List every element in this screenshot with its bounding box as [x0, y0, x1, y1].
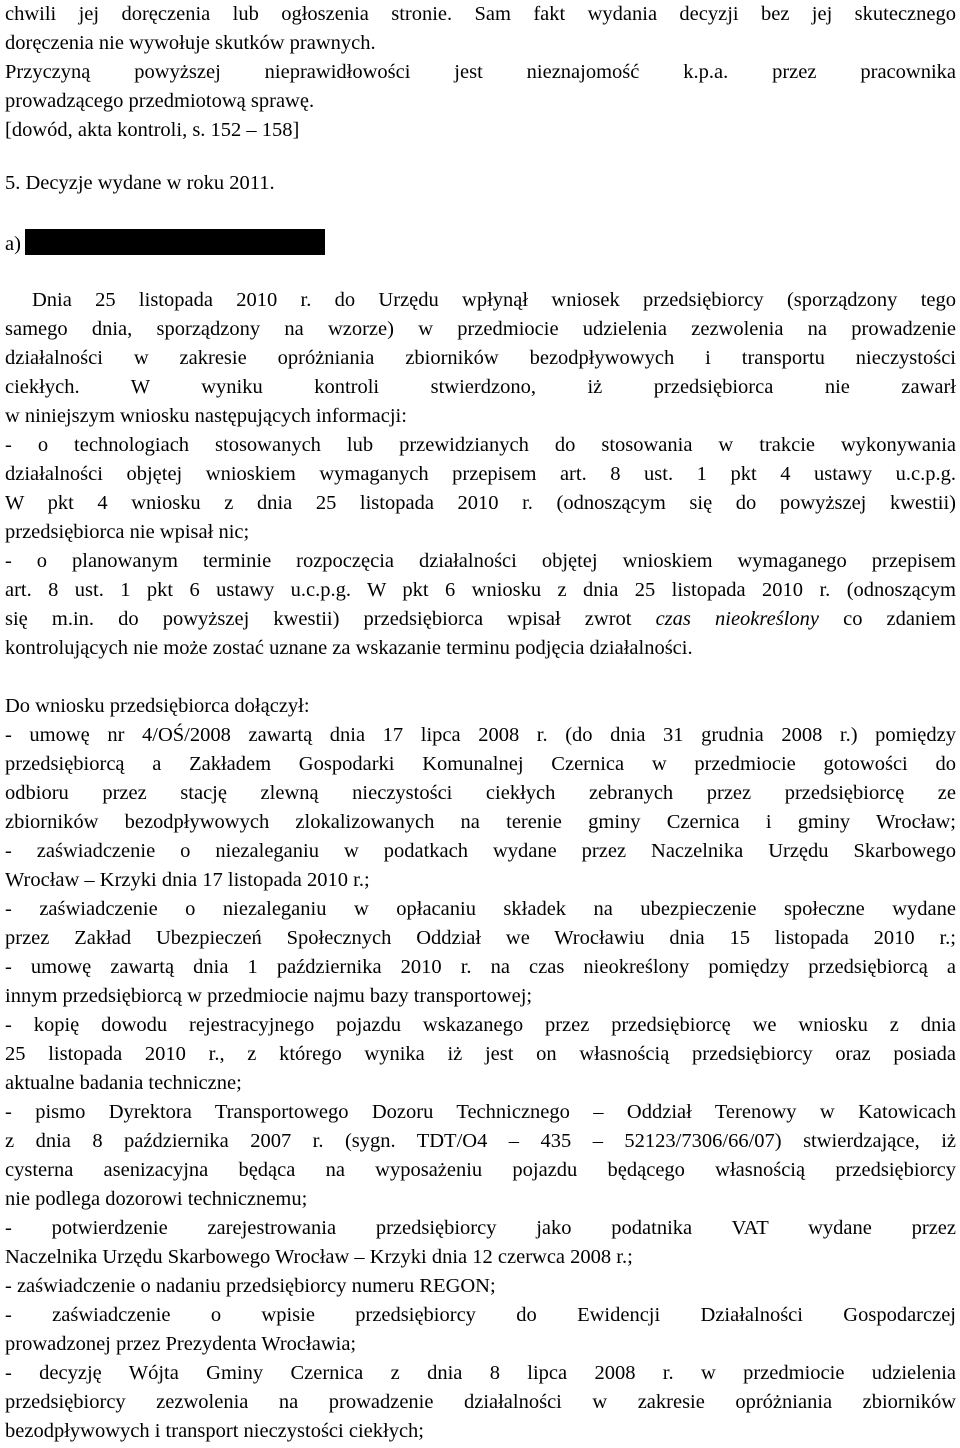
text-line: samego dnia, sporządzony na wzorze) w przedmiocie udzielenia zezwolenia na prowadzenie — [5, 318, 956, 340]
subsection-marker: a) — [5, 233, 21, 255]
text-line: przedsiębiorcą a Zakładem Gospodarki Komunalnej Czernica w przedmiocie gotowości do — [5, 753, 956, 775]
subsection-label — [5, 229, 325, 258]
text-line: - umowę zawartą dnia 1 października 2010 r. na czas nieokreślony pomiędzy przedsiębiorcą a — [5, 956, 956, 978]
text-line: innym przedsiębiorcą w przedmiocie najmu bazy transportowej; — [5, 985, 533, 1007]
text-line: z dnia 8 października 2007 r. (sygn. TDT/O4 – 435 – 52123/7306/66/07) stwierdzające, iż — [5, 1130, 956, 1152]
text-line: przedsiębiorcy zezwolenia na prowadzenie działalności w zakresie opróżniania zbiorników — [5, 1391, 956, 1413]
text-line: - zaświadczenie o niezaleganiu w podatkach wydane przez Naczelnika Urzędu Skarbowego — [5, 840, 956, 862]
text-line: w niniejszym wniosku następujących informacji: — [5, 405, 407, 427]
text-line: przez Zakład Ubezpieczeń Społecznych Oddział we Wrocławiu dnia 15 listopada 2010 r.; — [5, 927, 956, 949]
text-line: - potwierdzenie zarejestrowania przedsiębiorcy jako podatnika VAT wydane przez — [5, 1217, 956, 1239]
redaction-bar — [25, 229, 325, 255]
text-line: działalności w zakresie opróżniania zbiorników bezodpływowych i transportu nieczystości — [5, 347, 956, 369]
text-line: - umowę nr 4/OŚ/2008 zawartą dnia 17 lipca 2008 r. (do dnia 31 grudnia 2008 r.) pomiędzy — [5, 724, 956, 746]
italic-phrase: czas nieokreślony — [655, 608, 819, 630]
text-segment: co zdaniem — [818, 608, 956, 630]
text-line: odbioru przez stację zlewną nieczystości ciekłych zebranych przez przedsiębiorcę ze — [5, 782, 956, 804]
text-line: - zaświadczenie o niezaleganiu w opłacaniu składek na ubezpieczenie społeczne wydane — [5, 898, 956, 920]
text-line: przedsiębiorca nie wpisał nic; — [5, 521, 250, 543]
text-line: art. 8 ust. 1 pkt 6 ustawy u.c.p.g. W pkt 6 wniosku z dnia 25 listopada 2010 r. (odnoszącym — [5, 579, 956, 601]
text-line: nie podlega dozorowi technicznemu; — [5, 1188, 308, 1210]
text-segment: się m.in. do powyższej kwestii) przedsiębiorca wpisał zwrot — [5, 608, 656, 630]
text-line: Wrocław – Krzyki dnia 17 listopada 2010 r.; — [5, 869, 370, 891]
text-line: - o planowanym terminie rozpoczęcia działalności objętej wnioskiem wymaganego przepisem — [5, 550, 956, 572]
text-line: W pkt 4 wniosku z dnia 25 listopada 2010 r. (odnoszącym się do powyższej kwestii) — [5, 492, 956, 514]
text-line: - decyzję Wójta Gminy Czernica z dnia 8 lipca 2008 r. w przedmiocie udzielenia — [5, 1362, 956, 1384]
evidence-reference: [dowód, akta kontroli, s. 152 – 158] — [5, 119, 300, 141]
text-line: bezodpływowych i transport nieczystości ciekłych; — [5, 1420, 424, 1442]
text-line: ciekłych. W wyniku kontroli stwierdzono, iż przedsiębiorca nie zawarł — [5, 376, 956, 398]
text-line: - kopię dowodu rejestracyjnego pojazdu wskazanego przez przedsiębiorcę we wniosku z dnia — [5, 1014, 956, 1036]
attachments-heading: Do wniosku przedsiębiorca dołączył: — [5, 695, 310, 717]
text-line: - zaświadczenie o wpisie przedsiębiorcy do Ewidencji Działalności Gospodarczej — [5, 1304, 956, 1326]
text-line: prowadzonej przez Prezydenta Wrocławia; — [5, 1333, 357, 1355]
text-line: Przyczyną powyższej nieprawidłowości jest nieznajomość k.p.a. przez pracownika — [5, 61, 956, 83]
text-line: chwili jej doręczenia lub ogłoszenia stronie. Sam fakt wydania decyzji bez jej skutecznego — [5, 3, 956, 25]
text-line: - o technologiach stosowanych lub przewidzianych do stosowania w trakcie wykonywania — [5, 434, 956, 456]
text-line: doręczenia nie wywołuje skutków prawnych. — [5, 32, 376, 54]
text-line: kontrolujących nie może zostać uznane za wskazanie terminu podjęcia działalności. — [5, 637, 693, 659]
text-line: prowadzącego przedmiotową sprawę. — [5, 90, 315, 112]
text-line: Naczelnika Urzędu Skarbowego Wrocław – Krzyki dnia 12 czerwca 2008 r.; — [5, 1246, 633, 1268]
text-line: działalności objętej wnioskiem wymaganych przepisem art. 8 ust. 1 pkt 4 ustawy u.c.p.g. — [5, 463, 956, 485]
section-heading: 5. Decyzje wydane w roku 2011. — [5, 172, 275, 194]
text-line: Dnia 25 listopada 2010 r. do Urzędu wpłynął wniosek przedsiębiorcy (sporządzony tego — [32, 289, 956, 311]
text-line: - zaświadczenie o nadaniu przedsiębiorcy numeru REGON; — [5, 1275, 496, 1297]
text-line: aktualne badania techniczne; — [5, 1072, 242, 1094]
text-line: zbiorników bezodpływowych zlokalizowanych na terenie gminy Czernica i gminy Wrocław; — [5, 811, 956, 833]
text-line: cysterna asenizacyjna będąca na wyposażeniu pojazdu będącego własnością przedsiębiorcy — [5, 1159, 956, 1181]
text-line — [5, 605, 956, 634]
text-line: 25 listopada 2010 r., z którego wynika iż jest on własnością przedsiębiorcy oraz posiada — [5, 1043, 956, 1065]
text-line: - pismo Dyrektora Transportowego Dozoru Technicznego – Oddział Terenowy w Katowicach — [5, 1101, 956, 1123]
